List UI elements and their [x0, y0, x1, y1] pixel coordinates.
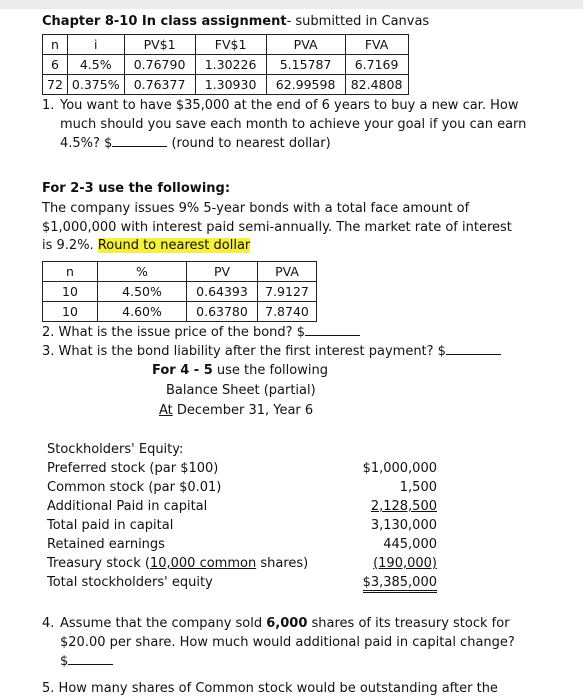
question-4: 4. Assume that the company sold 6,000 shares of its treasury stock for $20.00 per share. How much would additional paid in capital change? $	[42, 616, 515, 669]
section-description: The company issues 9% 5-year bonds with a total face amount of $1,000,000 with interest paid semi-annually. The market rate of interest is 9.2%. Round to nearest dollar	[42, 201, 512, 253]
table-cell: 5.15787	[266, 55, 345, 75]
line-item-value: (190,000)	[373, 556, 437, 571]
line-item-label: Preferred stock (par $100)	[47, 461, 219, 476]
highlighted-instruction: Round to nearest dollar	[97, 238, 251, 253]
top-strip	[0, 0, 583, 9]
table-row	[43, 55, 409, 75]
table-cell: FV$1	[195, 35, 266, 55]
line-item-label: Additional Paid in capital	[47, 499, 208, 514]
table-cell: 0.76377	[124, 75, 195, 95]
balance-sheet-date: At December 31, Year 6	[159, 403, 314, 418]
table-cell: 6.7169	[345, 55, 408, 75]
line-item-value: 3,130,000	[370, 518, 437, 533]
question-5: 5. How many shares of Common stock would be outstanding after the	[42, 681, 498, 696]
table-cell: %	[98, 262, 187, 282]
table-cell: n	[43, 35, 68, 55]
table-row	[43, 262, 317, 282]
table-row	[43, 302, 317, 322]
table-row	[43, 35, 409, 55]
table-cell: PV	[187, 262, 258, 282]
table-cell: 62.99598	[266, 75, 345, 95]
answer-blank[interactable]	[446, 342, 501, 355]
table-cell: 82.4808	[345, 75, 408, 95]
balance-sheet-heading: Stockholders' Equity:	[47, 442, 184, 457]
question-text: You want to have $35,000 at the end of 6 years to buy a new car. How	[60, 98, 519, 113]
question-text: 4.5%? $	[60, 136, 113, 151]
balance-sheet-title: Balance Sheet (partial)	[166, 383, 316, 398]
table-cell: 0.76790	[124, 55, 195, 75]
assignment-title: Chapter 8-10 In class assignment- submitted in Canvas	[42, 14, 430, 29]
answer-blank[interactable]	[112, 134, 167, 147]
line-item-label: Total stockholders' equity	[47, 575, 213, 590]
line-item-label: Retained earnings	[47, 537, 165, 552]
factor-table-1	[42, 34, 409, 95]
table-cell: 7.9127	[258, 282, 317, 302]
line-item-value: $1,000,000	[362, 461, 437, 476]
table-cell: 1.30930	[195, 75, 266, 95]
question-number: 1.	[42, 98, 55, 113]
line-item-label: Treasury stock (10,000 common shares)	[47, 556, 309, 571]
section-heading: For 2-3 use the following:	[42, 181, 231, 196]
table-cell: FVA	[345, 35, 408, 55]
line-item-value: 1,500	[399, 480, 437, 495]
answer-blank[interactable]	[305, 323, 360, 336]
table-cell: 10	[43, 282, 98, 302]
line-item-value: 445,000	[383, 537, 437, 552]
table-cell: 0.64393	[187, 282, 258, 302]
table-cell: PV$1	[124, 35, 195, 55]
table-cell: 4.60%	[98, 302, 187, 322]
table-cell: 4.50%	[98, 282, 187, 302]
table-cell: 0.63780	[187, 302, 258, 322]
question-2: 2. What is the issue price of the bond? $	[42, 323, 360, 343]
table-cell: 72	[43, 75, 68, 95]
table-row	[43, 282, 317, 302]
table-cell: 7.8740	[258, 302, 317, 322]
table-cell: 10	[43, 302, 98, 322]
table-cell: 0.375%	[67, 75, 124, 95]
question-text: (round to nearest dollar)	[167, 136, 331, 151]
table-cell: PVA	[258, 262, 317, 282]
table-cell: 1.30226	[195, 55, 266, 75]
table-cell: 6	[43, 55, 68, 75]
table-cell: n	[43, 262, 98, 282]
table-cell: 4.5%	[67, 55, 124, 75]
table-row	[43, 75, 409, 95]
table-cell: PVA	[266, 35, 345, 55]
table-cell: i	[67, 35, 124, 55]
line-item-label: Common stock (par $0.01)	[47, 480, 222, 495]
question-3: 3. What is the bond liability after the first interest payment? $	[42, 342, 501, 362]
question-text: much should you save each month to achieve your goal if you can earn	[60, 116, 527, 132]
line-item-value: $3,385,000	[363, 575, 437, 593]
answer-blank[interactable]	[68, 652, 113, 665]
section-heading: For 4 - 5 use the following	[152, 363, 328, 378]
factor-table-2	[42, 261, 317, 322]
line-item-value: 2,128,500	[370, 499, 437, 514]
question-1	[42, 97, 542, 154]
line-item-label: Total paid in capital	[47, 518, 174, 533]
